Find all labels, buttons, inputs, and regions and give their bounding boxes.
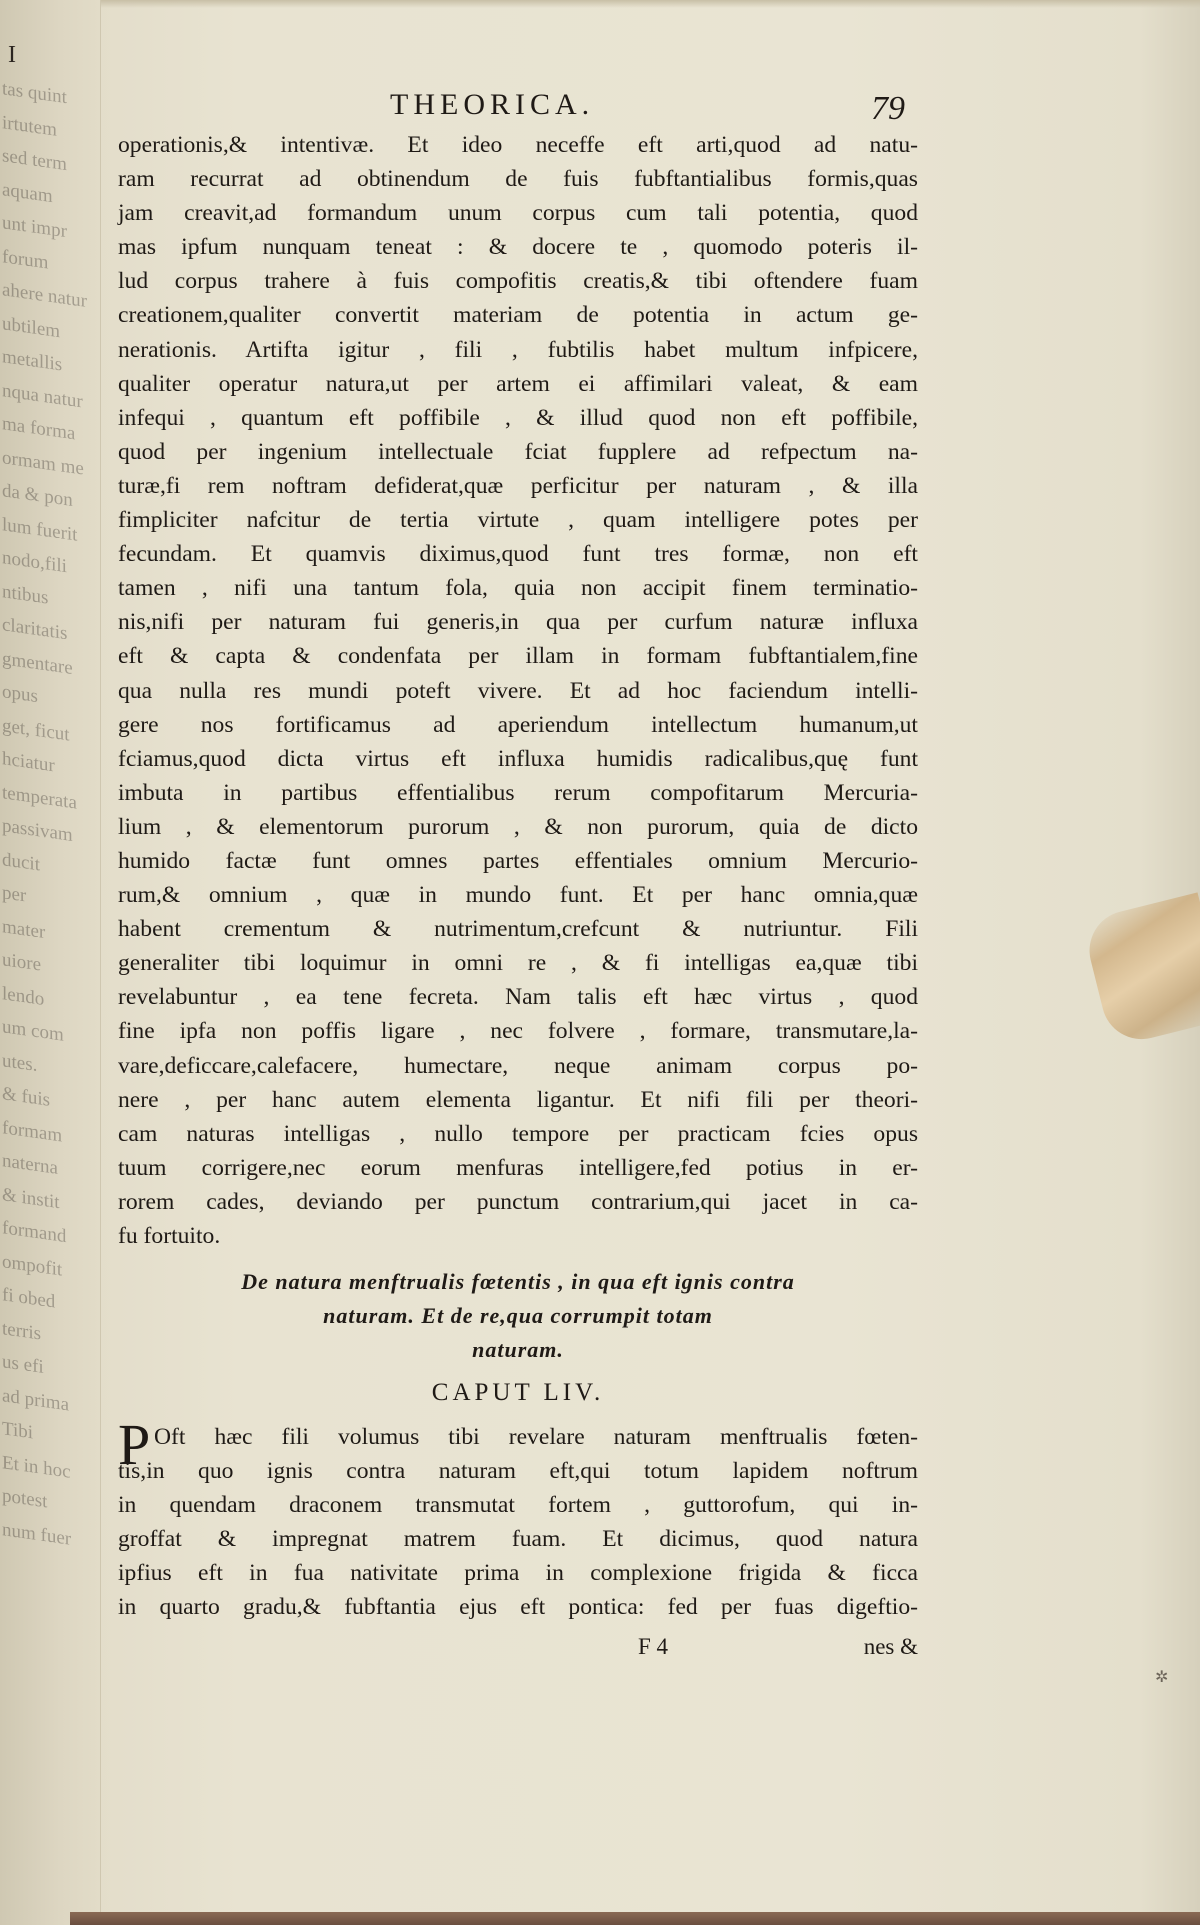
bleed-fragment: formand — [2, 1217, 67, 1248]
heading-line: naturam. Et de re,qua corrumpit totam — [323, 1303, 713, 1328]
bookmark-ribbon — [1081, 892, 1200, 1047]
bleed-fragment: passivam — [2, 815, 73, 847]
bleed-fragment: naterna — [2, 1150, 58, 1179]
page-bottom-edge — [70, 1912, 1200, 1925]
bleed-fragment: per — [2, 882, 27, 907]
body-line: infequi , quantum eft poffibile , & illud quod non eft poffibile, — [118, 404, 918, 431]
chapter-text — [118, 1420, 918, 1625]
bleed-fragment: ducit — [2, 848, 40, 875]
bleed-fragment: utes. — [2, 1049, 38, 1076]
bleed-fragment: uiore — [2, 949, 42, 976]
bleed-fragment: ormam me — [2, 446, 84, 480]
bleed-fragment: ubtilem — [2, 312, 61, 342]
body-line: vare,deficcare,calefacere, humectare, neque animam corpus po- — [118, 1052, 918, 1079]
body-line: nerationis. Artifta igitur , fili , fubtilis habet multum infpicere, — [118, 336, 918, 363]
body-line: fimpliciter nafcitur de tertia virtute , quam intelligere potes per — [118, 507, 918, 534]
bleed-fragment: ma forma — [2, 413, 76, 445]
body-line: nere , per hanc autem elementa ligantur. Et nifi fili per theori- — [118, 1086, 918, 1113]
bleed-fragment: ad prima — [2, 1384, 70, 1416]
body-line: ram recurrat ad obtinendum de fuis fubftantialibus formis,quas — [118, 166, 918, 193]
body-line: quod per ingenium intellectuale fciat fupplere ad refpectum na- — [118, 438, 918, 465]
body-line: cam naturas intelligas , nullo tempore per practicam fcies opus — [118, 1120, 918, 1147]
heading-line: De natura menftrualis fœtentis , in qua eft ignis contra — [241, 1269, 795, 1294]
bleed-fragment: Et in hoc — [2, 1451, 71, 1483]
bleed-fragment: ahere natur — [2, 279, 87, 313]
body-line: fine ipfa non poffis ligare , nec folvere , formare, transmutare,la- — [118, 1018, 918, 1045]
bleed-fragment: aquam — [2, 178, 53, 207]
page-top-edge — [100, 0, 1200, 8]
chapter-line: ipfius eft in fua nativitate prima in complexione frigida & ficca — [118, 1560, 918, 1587]
chapter-line: Oft hæc fili volumus tibi revelare naturam menftrualis fœten- — [154, 1424, 918, 1450]
body-line: eft & capta & condenfata per illam in formam fubftantialem,fine — [118, 643, 918, 670]
body-line: rum,& omnium , quæ in mundo funt. Et per hanc omnia,quæ — [118, 882, 918, 909]
bleed-fragment: & fuis — [2, 1083, 51, 1111]
body-line: lium , & elementorum purorum , & non purorum, quia de dicto — [118, 813, 918, 840]
bleed-fragment: unt impr — [2, 212, 67, 243]
body-line: operationis,& intentivæ. Et ideo neceffe eft arti,quod ad natu- — [118, 132, 918, 158]
bleed-fragment: sed term — [2, 145, 67, 176]
chapter-line: in quendam draconem transmutat fortem , guttorofum, qui in- — [118, 1492, 918, 1519]
body-line: tamen , nifi una tantum fola, quia non accipit finem terminatio- — [118, 575, 918, 602]
corner-mark: I — [8, 42, 16, 68]
bleed-fragment: um com — [2, 1016, 64, 1046]
page-number: 79 — [871, 90, 905, 127]
bleed-fragment: & instit — [2, 1183, 60, 1213]
bleed-fragment: lum fuerit — [2, 513, 78, 546]
bleed-fragment: fi obed — [2, 1284, 56, 1313]
bleed-fragment: gmentare — [2, 647, 73, 679]
body-line: humido factæ funt omnes partes effentiales omnium Mercurio- — [118, 847, 918, 874]
left-gutter — [0, 0, 101, 1925]
body-line: imbuta in partibus effentialibus rerum compofitarum Mercuria- — [118, 779, 918, 806]
bleed-fragment: potest — [2, 1485, 48, 1513]
body-line: turæ,fi rem noftram defiderat,quæ perficitur per naturam , & illa — [118, 472, 918, 499]
signature-mark: F 4 — [638, 1634, 669, 1659]
body-text — [118, 128, 918, 1253]
body-line: lud corpus trahere à fuis compofitis creatis,& tibi oftendere fuam — [118, 268, 918, 295]
bleed-fragment: da & pon — [2, 480, 73, 512]
body-line: jam creavit,ad formandum unum corpus cum tali potentia, quod — [118, 200, 918, 227]
body-line: tuum corrigere,nec eorum menfuras intelligere,fed potius in er- — [118, 1154, 918, 1181]
bleed-fragment: metallis — [2, 346, 63, 376]
body-line: fecundam. Et quamvis diximus,quod funt tres formæ, non eft — [118, 541, 918, 568]
bleed-fragment: get, ficut — [2, 714, 70, 746]
running-head: THEORICA. — [390, 88, 595, 121]
bleed-fragment: claritatis — [2, 614, 68, 645]
chapter-heading — [118, 1265, 918, 1367]
star-mark: ✲ — [1155, 1669, 1169, 1686]
bleed-fragment: Tibi — [2, 1418, 33, 1444]
bleed-fragment: ompofit — [2, 1250, 63, 1281]
bleed-fragment: mater — [2, 915, 46, 943]
chapter-line: groffat & impregnat matrem fuam. Et dicimus, quod natura — [118, 1526, 918, 1553]
bleed-fragment: temperata — [2, 781, 77, 814]
drop-cap: P — [118, 1412, 151, 1477]
bleed-fragment: hciatur — [2, 748, 55, 777]
page-footer — [118, 1632, 918, 1666]
bleed-fragment: nqua natur — [2, 379, 83, 412]
catchword: nes & — [863, 1634, 918, 1659]
body-line: fu fortuito. — [118, 1223, 221, 1249]
bleed-fragment: lendo — [2, 982, 45, 1010]
body-line: nis,nifi per naturam fui generis,in qua per curfum naturæ influxa — [118, 609, 918, 636]
bleed-fragment: formam — [2, 1116, 63, 1147]
bleed-fragment: nodo,fili — [2, 547, 67, 578]
heading-line: naturam. — [472, 1337, 564, 1362]
body-line: fciamus,quod dicta virtus eft influxa humidis radicalibus,quę funt — [118, 745, 918, 772]
bleed-fragment: num fuer — [2, 1518, 72, 1550]
bleed-fragment: tas quint — [2, 78, 67, 109]
body-line: generaliter tibi loquimur in omni re , & fi intelligas ea,quæ tibi — [118, 950, 918, 977]
bleed-fragment: terris — [2, 1317, 42, 1345]
body-line: gere nos fortificamus ad aperiendum intellectum humanum,ut — [118, 711, 918, 738]
body-line: qualiter operatur natura,ut per artem ei affimilari valeat, & eam — [118, 370, 918, 397]
body-line: revelabuntur , ea tene fecreta. Nam talis eft hæc virtus , quod — [118, 984, 918, 1011]
chapter-line: in quarto gradu,& fubftantia ejus eft pontica: fed per fuas digeftio- — [118, 1594, 918, 1621]
body-line: habent crementum & nutrimentum,crefcunt & nutriuntur. Fili — [118, 916, 918, 943]
bleed-fragment: us efi — [2, 1351, 44, 1378]
body-line: rorem cades, deviando per punctum contrarium,qui jacet in ca- — [118, 1188, 918, 1215]
body-line: qua nulla res mundi poteft vivere. Et ad hoc faciendum intelli- — [118, 677, 918, 704]
bleed-fragment: ntibus — [2, 580, 49, 609]
bleed-fragment: irtutem — [2, 111, 57, 141]
body-line: creationem,qualiter convertit materiam de potentia in actum ge- — [118, 302, 918, 329]
chapter-number: CAPUT LIV. — [431, 1379, 605, 1406]
body-line: mas ipfum nunquam teneat : & docere te , quomodo poteris il- — [118, 234, 918, 261]
bleed-fragment: opus — [2, 681, 38, 708]
bleed-fragment: forum — [2, 245, 49, 274]
chapter-line: tis,in quo ignis contra naturam eft,qui totum lapidem noftrum — [118, 1458, 918, 1485]
